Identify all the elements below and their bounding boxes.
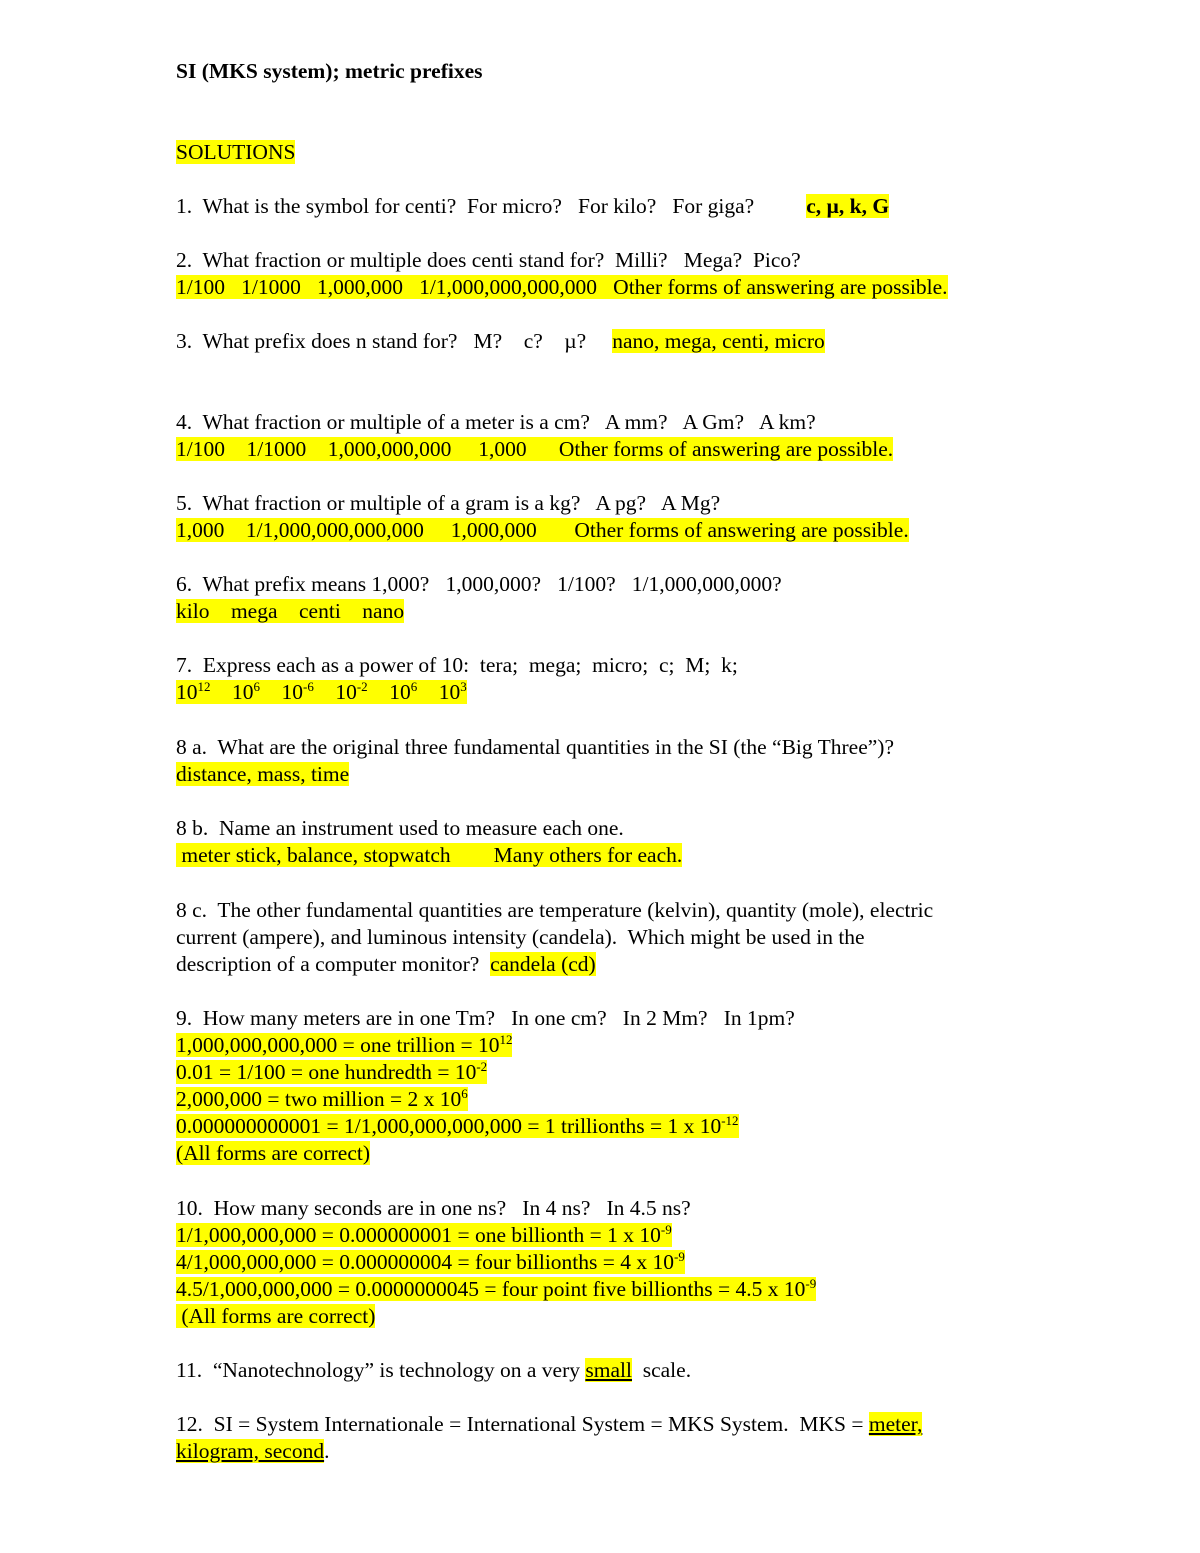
answer-9-5: (All forms are correct) (176, 1141, 370, 1165)
answer-8a: distance, mass, time (176, 762, 350, 786)
answer-5: 1,000 1/1,000,000,000,000 1,000,000 Other forms of answering are possible. (176, 518, 909, 542)
answer-10-4: (All forms are correct) (176, 1304, 376, 1328)
question-8c-line2: current (ampere), and luminous intensity (candela). Which might be used in the (176, 925, 865, 949)
answer-4: 1/100 1/1000 1,000,000,000 1,000 Other forms of answering are possible. (176, 437, 894, 461)
question-10: 10. How many seconds are in one ns? In 4 ns? In 4.5 ns? (176, 1196, 691, 1220)
answer-8c: candela (cd) (490, 952, 596, 976)
answer-9-3: 2,000,000 = two million = 2 x $10^6$ (176, 1086, 468, 1111)
answer-6: kilo mega centi nano (176, 599, 405, 623)
answer-9-2: 0.01 = 1/100 = one hundredth = $10^{-2}$ (176, 1059, 488, 1084)
answer-7: $10^{12}$ $10^6$ $10^{-6}$ $10^{-2}$ $10^6$ $10^3$ (176, 679, 467, 704)
question-2: 2. What fraction or multiple does centi stand for? Milli? Mega? Pico? (176, 248, 801, 272)
question-5: 5. What fraction or multiple of a gram is a kg? A pg? A Mg? (176, 491, 721, 515)
answer-8b: meter stick, balance, stopwatch Many others for each. (176, 843, 683, 867)
question-11: 11. “Nanotechnology” is technology on a very small scale. (176, 1358, 692, 1382)
solutions-label: SOLUTIONS (176, 140, 296, 164)
question-8a: 8 a. What are the original three fundamental quantities in the SI (the “Big Three”)? (176, 735, 894, 759)
question-12-line2: kilogram, second. (176, 1439, 330, 1463)
answer-9-4: 0.000000000001 = 1/1,000,000,000,000 = 1 trillionths = 1 x $10^{-12}$ (176, 1113, 739, 1138)
question-4: 4. What fraction or multiple of a meter is a cm? A mm? A Gm? A km? (176, 410, 816, 434)
answer-12-part1: meter, (868, 1412, 923, 1436)
page-title: SI (MKS system); metric prefixes (176, 59, 483, 83)
answer-9-1: 1,000,000,000,000 = one trillion = $10^{12}$ (176, 1032, 513, 1057)
question-3: 3. What prefix does n stand for? M? c? µ? nano, mega, centi, micro (176, 329, 825, 353)
answer-11: small (585, 1358, 632, 1382)
answer-3: nano, mega, centi, micro (612, 329, 825, 353)
answer-10-1: 1/1,000,000,000 = 0.000000001 = one billionth = 1 x $10^{-9}$ (176, 1222, 672, 1247)
question-8c-line3: description of a computer monitor? candela (cd) (176, 952, 596, 976)
question-8b: 8 b. Name an instrument used to measure each one. (176, 816, 624, 840)
answer-10-3: 4.5/1,000,000,000 = 0.0000000045 = four point five billionths = 4.5 x $10^{-9}$ (176, 1276, 817, 1301)
question-12: 12. SI = System Internationale = International System = MKS System. MKS = meter, (176, 1412, 923, 1436)
question-6: 6. What prefix means 1,000? 1,000,000? 1/100? 1/1,000,000,000? (176, 572, 782, 596)
answer-1: c, µ, k, G (806, 194, 890, 218)
question-8c-line1: 8 c. The other fundamental quantities are temperature (kelvin), quantity (mole), electric (176, 898, 934, 922)
answer-12-part2: kilogram, second (176, 1439, 325, 1463)
question-1: 1. What is the symbol for centi? For micro? For kilo? For giga? c, µ, k, G (176, 194, 890, 218)
question-7: 7. Express each as a power of 10: tera; mega; micro; c; M; k; (176, 653, 738, 677)
question-9: 9. How many meters are in one Tm? In one cm? In 2 Mm? In 1pm? (176, 1006, 795, 1030)
answer-10-2: 4/1,000,000,000 = 0.000000004 = four billionths = 4 x $10^{-9}$ (176, 1249, 685, 1274)
answer-2: 1/100 1/1000 1,000,000 1/1,000,000,000,000 Other forms of answering are possible. (176, 275, 948, 299)
